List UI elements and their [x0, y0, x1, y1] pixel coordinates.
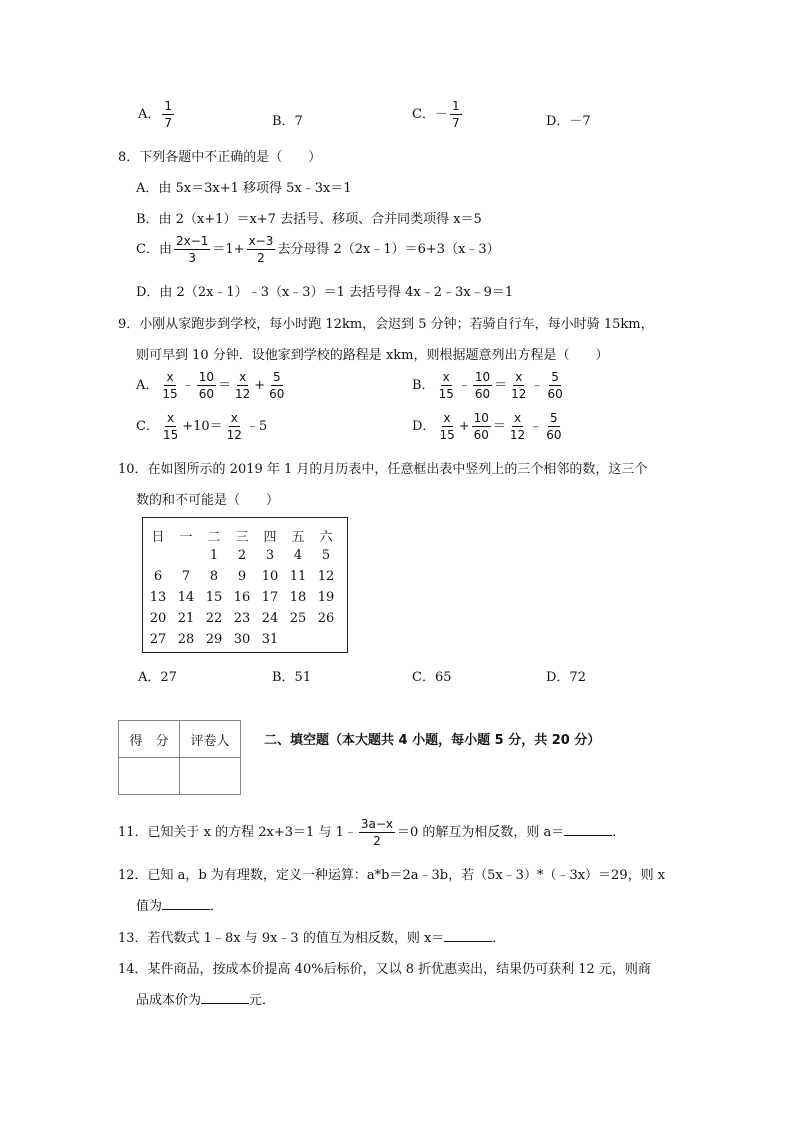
weekday-header: 一 — [179, 530, 193, 545]
q7-option-a: A． $\frac{1}{7}$ — [138, 99, 173, 130]
calendar-day: 31 — [261, 632, 279, 647]
score-table — [118, 720, 241, 795]
q7-option-d: D．－7 — [546, 114, 591, 129]
q10-line1: 10．在如图所示的 2019 年 1 月的月历表中，任意框出表中竖列上的三个相邻的数，这三个 — [118, 462, 648, 477]
calendar-day: 8 — [209, 569, 219, 584]
calendar-table — [142, 517, 348, 653]
calendar-day: 25 — [289, 611, 307, 626]
grader-label: 评卷人 — [180, 721, 241, 758]
q9-option-a: A． $\frac{x}{15}$ ﹣ $\frac{10}{60}$ ＝ $\frac{x}{12}$ + $\frac{5}{60}$ — [136, 370, 285, 401]
calendar-day: 15 — [205, 590, 223, 605]
q9-line1: 9．小刚从家跑步到学校，每小时跑 12km，会迟到 5 分钟；若骑自行车，每小时骑 15km， — [118, 317, 654, 332]
calendar-day: 11 — [289, 569, 307, 584]
weekday-header: 六 — [319, 530, 333, 545]
q7-option-b: B．7 — [272, 114, 303, 129]
q9-option-b: B． $\frac{x}{15}$ ﹣ $\frac{10}{60}$ ＝ $\frac{x}{12}$ ﹣ $\frac{5}{60}$ — [412, 370, 563, 401]
q10-option-b: B．51 — [272, 670, 312, 685]
calendar-day: 17 — [261, 590, 279, 605]
calendar-day: 6 — [153, 569, 163, 584]
calendar-day: 10 — [261, 569, 279, 584]
q7-option-c: C．－ $\frac{1}{7}$ — [412, 99, 460, 130]
calendar-day: 21 — [177, 611, 195, 626]
calendar-day: 23 — [233, 611, 251, 626]
q10-option-c: C．65 — [412, 670, 452, 685]
calendar-day: 3 — [265, 548, 275, 563]
q14-line2: 品成本价为 元． — [136, 993, 276, 1008]
calendar-day: 27 — [149, 632, 167, 647]
q8-option-d: D．由 2（2x﹣1）﹣3（x﹣3）＝1 去括号得 4x﹣2﹣3x﹣9＝1 — [136, 285, 514, 300]
score-cell — [119, 758, 180, 795]
calendar-day: 1 — [209, 548, 219, 563]
q13: 13．若代数式 1﹣8x 与 9x﹣3 的值互为相反数，则 x＝ ． — [118, 931, 506, 946]
grader-cell — [180, 758, 241, 795]
calendar-day: 29 — [205, 632, 223, 647]
q12-line1: 12．已知 a，b 为有理数，定义一种运算：a*b＝2a﹣3b，若（5x﹣3）*（﹣3x）＝29，则 x — [118, 868, 666, 883]
score-label: 得 分 — [119, 721, 180, 758]
weekday-header: 日 — [151, 530, 165, 545]
calendar-day: 4 — [293, 548, 303, 563]
q8-stem: 8．下列各题中不正确的是（ ） — [118, 150, 322, 165]
calendar-day: 5 — [321, 548, 331, 563]
q9-line2: 则可早到 10 分钟．设他家到学校的路程是 xkm，则根据题意列出方程是（ ） — [136, 348, 609, 363]
calendar-day: 19 — [317, 590, 335, 605]
q8-option-b: B．由 2（x+1）＝x+7 去括号、移项、合并同类项得 x＝5 — [136, 212, 482, 227]
q12-line2: 值为 ． — [136, 899, 224, 914]
calendar-day: 22 — [205, 611, 223, 626]
calendar-day: 20 — [149, 611, 167, 626]
calendar-day: 18 — [289, 590, 307, 605]
answer-blank[interactable] — [162, 897, 210, 910]
q10-option-a: A．27 — [138, 670, 177, 685]
weekday-header: 五 — [291, 530, 305, 545]
calendar-day: 30 — [233, 632, 251, 647]
weekday-header: 二 — [207, 530, 221, 545]
calendar-day: 7 — [181, 569, 191, 584]
calendar-day: 9 — [237, 569, 247, 584]
q10-line2: 数的和不可能是（ ） — [136, 493, 280, 508]
calendar-day: 2 — [237, 548, 247, 563]
weekday-header: 三 — [235, 530, 249, 545]
q9-option-d: D． $\frac{x}{15}$ + $\frac{10}{60}$ ＝ $\frac{x}{12}$ ﹣ $\frac{5}{60}$ — [412, 411, 562, 442]
section-heading: 二、填空题（本大题共 4 小题，每小题 5 分，共 20 分） — [264, 733, 601, 748]
q9-option-c: C． $\frac{x}{15}$ +10＝ $\frac{x}{12}$ ﹣5 — [136, 411, 268, 442]
weekday-header: 四 — [263, 530, 277, 545]
calendar-day: 16 — [233, 590, 251, 605]
q8-option-c: C．由 $\frac{2x-1}{3}$ ＝1+ $\frac{x-3}{2}$ 去分母得 2（2x﹣1）＝6+3（x﹣3） — [136, 234, 500, 265]
calendar-day: 28 — [177, 632, 195, 647]
calendar-day: 13 — [149, 590, 167, 605]
calendar-day: 26 — [317, 611, 335, 626]
answer-blank[interactable] — [564, 823, 612, 836]
q11: 11．已知关于 x 的方程 2x+3＝1 与 1﹣ $\frac{3a-x}{2}$ ＝0 的解互为相反数，则 a＝ ． — [118, 817, 626, 848]
calendar-day: 24 — [261, 611, 279, 626]
q10-option-d: D．72 — [546, 670, 586, 685]
calendar-day: 14 — [177, 590, 195, 605]
answer-blank[interactable] — [201, 991, 249, 1004]
q8-option-a: A．由 5x＝3x+1 移项得 5x﹣3x＝1 — [136, 181, 352, 196]
calendar-day: 12 — [317, 569, 335, 584]
answer-blank[interactable] — [444, 929, 492, 942]
q14-line1: 14．某件商品，按成本价提高 40%后标价，又以 8 折优惠卖出，结果仍可获利 12 元，则商 — [118, 962, 651, 977]
